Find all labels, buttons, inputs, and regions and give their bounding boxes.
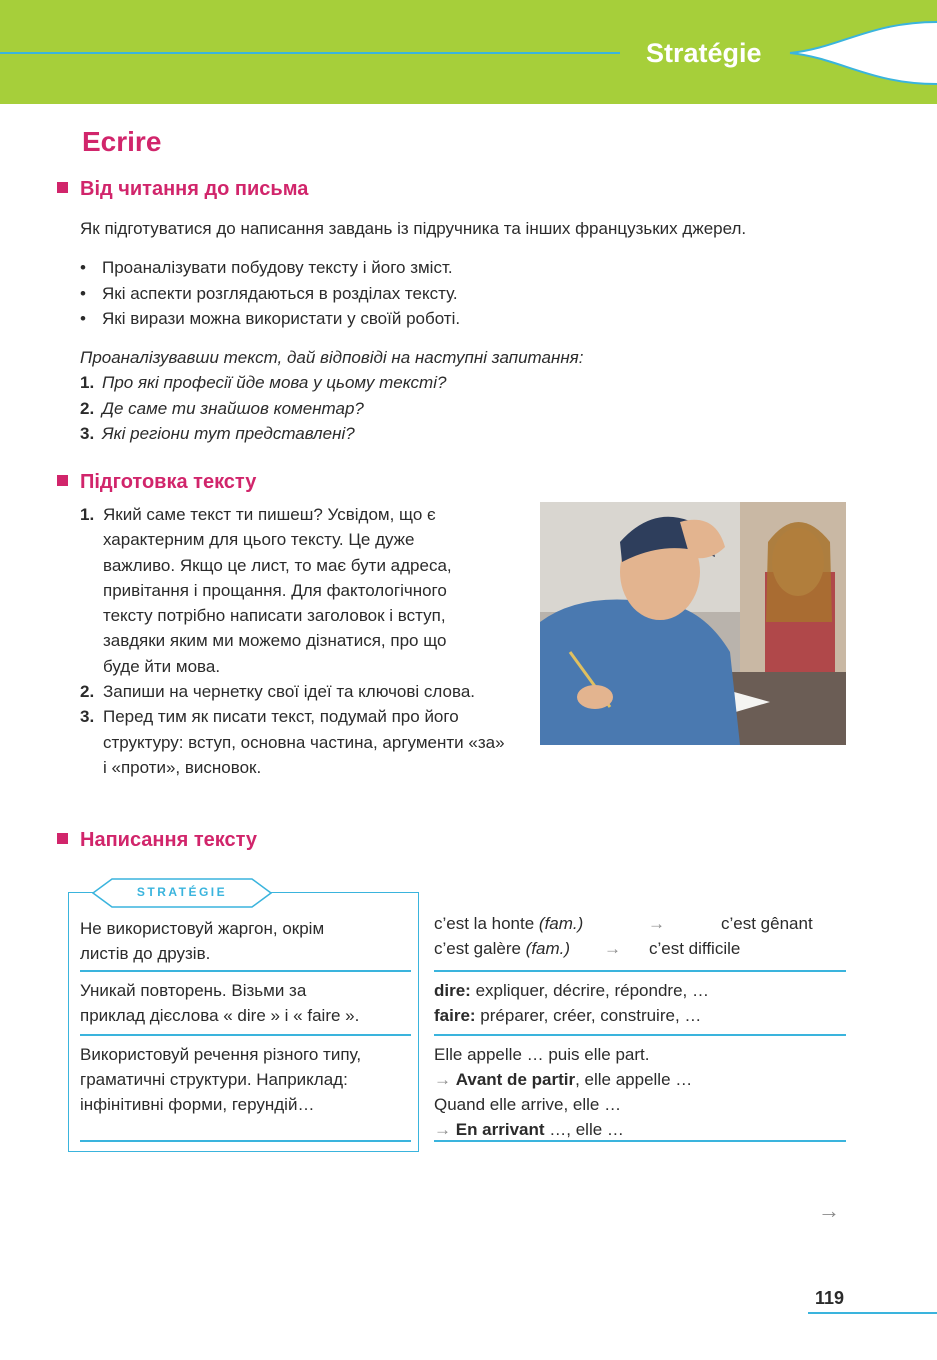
item-number: 1. (80, 373, 95, 392)
divider (434, 970, 846, 972)
preparation-steps (80, 502, 530, 780)
student-writing-photo (540, 502, 846, 745)
example-text: c’est la honte (434, 914, 539, 933)
example-row-structures (434, 1042, 692, 1142)
section-heading-preparation (57, 471, 256, 494)
list-item (80, 502, 463, 679)
section-heading-reading (57, 178, 308, 201)
question-intro: Проаналізувавши текст, дай відповіді на наступні запитання: (80, 348, 584, 367)
verb-synonyms: expliquer, décrire, répondre, … (470, 981, 709, 1000)
item-text: Де саме ти знайшов коментар? (102, 398, 364, 418)
arrow-right-icon: → (648, 914, 665, 933)
tip-line: граматичні структури. Наприклад: (80, 1070, 348, 1089)
example-text: c’est difficile (649, 939, 741, 958)
example-text: c’est galère (434, 939, 526, 958)
arrow-right-icon: → (604, 939, 621, 958)
page-number-underline (808, 1312, 937, 1314)
header-decoration (0, 0, 937, 104)
square-bullet-icon (57, 182, 68, 193)
example-text: , elle appelle … (575, 1070, 693, 1089)
item-text: Перед тим як писати текст, подумай про його структуру: вступ, основна частина, аргументи «за» і «проти», висновок. (103, 707, 505, 777)
section-heading-text: Написання тексту (80, 829, 258, 851)
item-number: 2. (80, 398, 95, 418)
item-number: 1. (80, 505, 95, 524)
divider (434, 1034, 846, 1036)
page-number: 119 (815, 1288, 845, 1308)
strategy-tip (80, 916, 324, 966)
strategy-tip (80, 978, 359, 1028)
example-text: c’est gênant (721, 914, 813, 933)
item-text: Який саме текст ти пишеш? Усвідом, що є характерним для цього тексту. Це дуже важливо. Якщо це лист, то має бути адреса, привітання і прощання. Для фактологічного тексту потрібно написати заголовок і вступ, завдяки яким ми можемо дізнатися, про що буде йти мова. (103, 505, 452, 676)
list-item (80, 370, 446, 396)
list-item: • Які аспекти розглядаються в розділах тексту. (80, 281, 460, 307)
page-title: Ecrire (82, 126, 162, 157)
section-heading-text: Від читання до письма (80, 178, 309, 200)
tip-line: Уникай повторень. Візьми за (80, 981, 307, 1000)
example-row-verbs (434, 978, 709, 1028)
list-item (80, 679, 530, 704)
question-list (80, 370, 446, 447)
verb-label: dire: (434, 981, 471, 1000)
example-text: Quand elle arrive, elle … (434, 1095, 622, 1114)
tip-line: інфінітивні форми, герундій… (80, 1095, 315, 1114)
tip-line: листів до друзів. (80, 944, 211, 963)
list-item: • Які вирази можна використати у своїй роботі. (80, 306, 460, 332)
example-note: (fam.) (525, 939, 571, 958)
arrow-right-icon: → (434, 1120, 451, 1139)
divider (80, 970, 411, 972)
example-note: (fam.) (538, 914, 584, 933)
divider (434, 1140, 846, 1142)
example-text: Elle appelle … puis elle part. (434, 1045, 650, 1064)
item-text: Про які професії йде мова у цьому тексті? (102, 373, 447, 392)
list-item (80, 704, 513, 780)
tip-line: приклад дієслова « dire » і « faire ». (80, 1006, 360, 1025)
section-heading-writing (57, 829, 257, 852)
badge-label: STRATÉGIE (136, 885, 228, 899)
list-item: • Проаналізувати побудову тексту і його зміст. (80, 255, 460, 281)
arrow-right-icon: → (434, 1070, 451, 1089)
example-text: …, elle … (544, 1120, 624, 1139)
list-item (80, 421, 446, 447)
divider (80, 1140, 411, 1142)
strategy-tip (80, 1042, 361, 1117)
item-text: Запиши на чернетку свої ідеї та ключові слова. (103, 682, 475, 702)
square-bullet-icon (57, 475, 68, 486)
next-page-arrow-icon[interactable]: → (818, 1198, 840, 1223)
item-number: 2. (80, 682, 95, 702)
verb-label: faire: (434, 1006, 476, 1025)
list-item (80, 396, 446, 422)
strategy-badge (92, 878, 272, 908)
bullet-list (80, 255, 460, 332)
example-highlight: Avant de partir (455, 1070, 576, 1089)
header-band (0, 0, 937, 104)
verb-synonyms: préparer, créer, construire, … (475, 1006, 702, 1025)
item-text: Які регіони тут представлені? (102, 424, 355, 443)
photo-illustration (540, 502, 846, 745)
header-title: Stratégie (646, 38, 762, 68)
item-number: 3. (80, 707, 95, 727)
example-highlight: En arrivant (455, 1120, 545, 1139)
divider (80, 1034, 411, 1036)
item-number: 3. (80, 424, 95, 443)
square-bullet-icon (57, 833, 68, 844)
section-heading-text: Підготовка тексту (80, 471, 257, 493)
example-row-slang (434, 911, 844, 961)
tip-line: Використовуй речення різного типу, (80, 1045, 362, 1064)
intro-text: Як підготуватися до написання завдань із підручника та інших французьких джерел. (80, 219, 747, 238)
tip-line: Не використовуй жаргон, окрім (80, 919, 325, 938)
